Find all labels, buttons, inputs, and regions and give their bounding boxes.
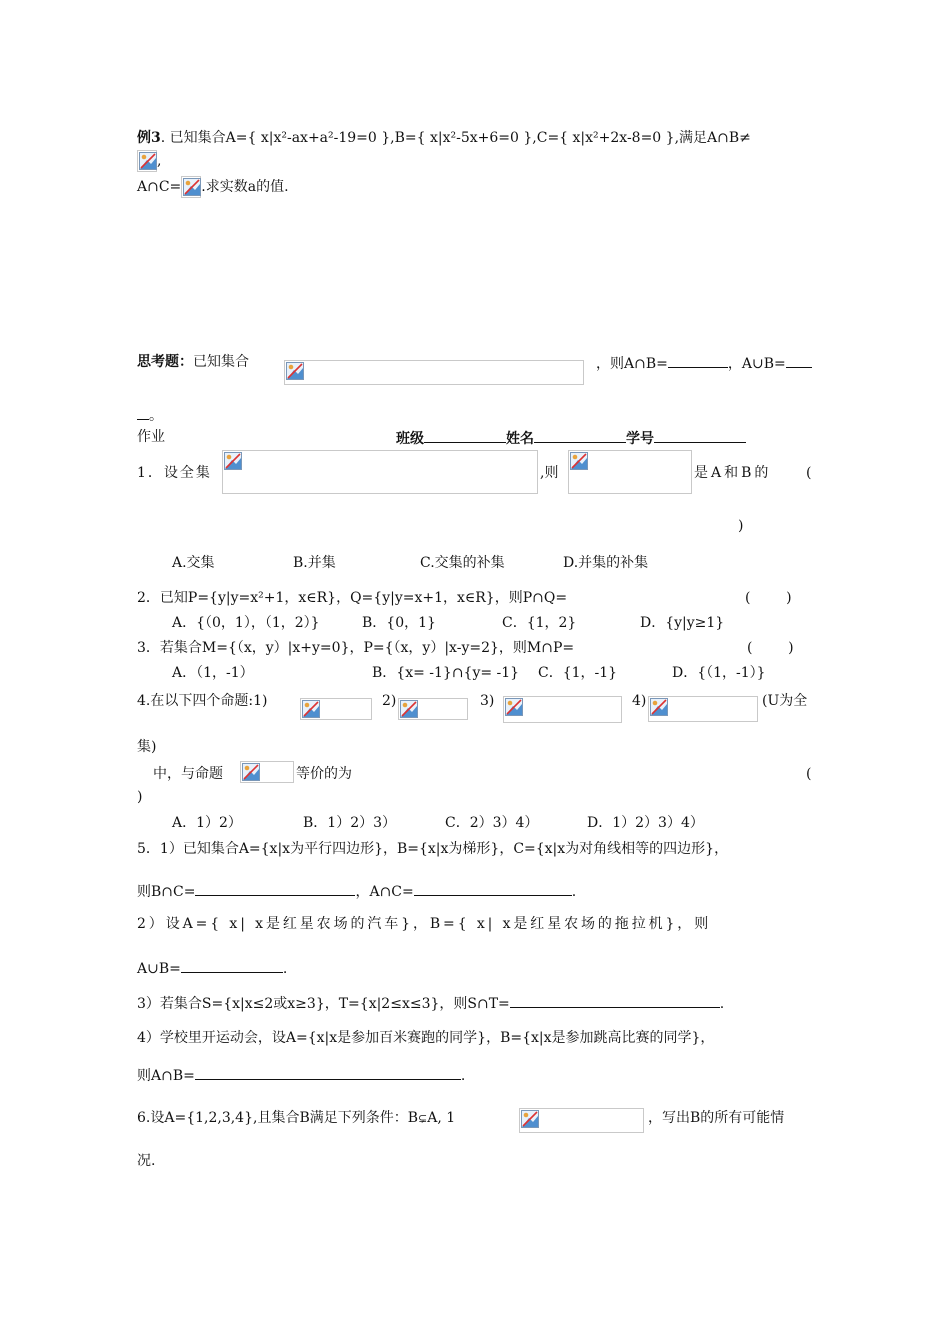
q3-option-a: A．（1，-1） <box>172 665 254 681</box>
image-placeholder-proposition-3 <box>503 696 622 723</box>
q4-text-b: 2) <box>382 693 397 709</box>
homework-label: 作业 <box>137 429 165 445</box>
q4-paren-right: ) <box>137 789 143 805</box>
image-icon <box>302 700 320 718</box>
q4-text-a: 4.在以下四个命题:1) <box>137 693 268 709</box>
q2-paren: ( ) <box>745 590 792 606</box>
q5-part2: 2）设A={ x| x是红星农场的汽车}，B={ x| x是红星农场的拖拉机}，则 <box>137 916 712 932</box>
image-icon <box>242 763 260 781</box>
think-line1: 思考题：已知集合 <box>137 354 249 370</box>
q2-option-b: B．{0，1} <box>362 615 436 631</box>
q4-paren-left: ( <box>806 766 812 782</box>
q4-option-a: A．1）2） <box>172 815 242 831</box>
image-icon <box>570 452 588 470</box>
image-placeholder-empty-set <box>181 176 201 198</box>
q4-text-h: 等价的为 <box>296 766 352 782</box>
q4-option-c: C．2）3）4） <box>445 815 539 831</box>
q4-text-e: (U为全 <box>762 693 808 709</box>
image-icon <box>505 698 523 716</box>
image-placeholder-proposition-2 <box>398 698 468 720</box>
answer-blank[interactable] <box>414 880 572 896</box>
example3-line2: A∩C= .求实数a的值. <box>137 176 289 198</box>
image-placeholder-set-def <box>284 360 584 385</box>
q2-option-d: D．{y|y≥1} <box>640 615 725 631</box>
q4-text-g: 中，与命题 <box>153 766 223 782</box>
homework-info: 班级 姓名 学号 <box>396 427 746 449</box>
q5-part1-blanks: 则B∩C= ，A∩C= . <box>137 880 576 902</box>
example3-line1 <box>137 128 751 148</box>
q4-text-f: 集) <box>137 739 157 755</box>
q1-option-a: A.交集 <box>172 555 215 571</box>
image-placeholder-proposition <box>240 761 294 783</box>
answer-blank[interactable] <box>137 404 149 420</box>
q3-option-b: B．{x= -1}∩{y= -1} <box>372 665 520 681</box>
answer-blank[interactable] <box>786 352 812 368</box>
q1-option-c: C.交集的补集 <box>420 555 505 571</box>
answer-blank[interactable] <box>668 352 728 368</box>
image-icon <box>224 452 242 470</box>
q4-option-b: B．1）2）3） <box>303 815 397 831</box>
q1-text-c: 是A和B的 <box>694 465 772 481</box>
q4-text-c: 3) <box>480 693 495 709</box>
q1-option-d: D.并集的补集 <box>563 555 649 571</box>
q3-option-d: D．{（1，-1）} <box>672 665 766 681</box>
image-placeholder-empty-set <box>137 150 157 172</box>
q3-stem: 3．若集合M={（x，y）|x+y=0}，P={（x，y）|x-y=2}，则M∩P= <box>137 640 575 656</box>
proper-subset-symbol: ⊊ <box>418 1112 428 1125</box>
q5-part1: 5．1）已知集合A={x|x为平行四边形}，B={x|x为梯形}，C={x|x为对角线相等的四边形}， <box>137 841 729 857</box>
class-field[interactable] <box>424 427 506 443</box>
answer-blank[interactable] <box>510 992 720 1008</box>
image-placeholder-proposition-1 <box>300 698 372 720</box>
q1-paren-right: ) <box>738 518 744 534</box>
answer-blank[interactable] <box>195 880 355 896</box>
image-placeholder-set-expr <box>568 450 692 494</box>
example3-line1b: , <box>137 150 161 172</box>
answer-blank[interactable] <box>195 1064 461 1080</box>
q1-text-b: ,则 <box>540 465 559 481</box>
image-icon <box>286 362 304 380</box>
q1-paren-left: ( <box>806 465 812 481</box>
q4-option-d: D．1）2）3）4） <box>587 815 704 831</box>
image-icon <box>183 178 201 196</box>
q3-paren: ( ) <box>747 640 794 656</box>
q5-part3: 3）若集合S={x|x≤2或x≥3}，T={x|2≤x≤3}，则S∩T= . <box>137 992 724 1014</box>
q5-part2-blank: A∪B= . <box>137 957 287 979</box>
answer-blank[interactable] <box>181 957 283 973</box>
image-icon <box>400 700 418 718</box>
example3-label: 例3 <box>137 130 161 146</box>
q6-text-c: ，写出B的所有可能情 <box>648 1110 785 1126</box>
q2-option-a: A．{（0，1），（1，2）} <box>172 615 320 631</box>
q2-stem: 2．已知P={y|y=x²+1，x∈R}，Q={y|y=x+1，x∈R}，则P∩Q= <box>137 590 568 606</box>
q5-part4-blank: 则A∩B= . <box>137 1064 465 1086</box>
q6-text-d: 况. <box>137 1153 156 1169</box>
q5-part4: 4）学校里开运动会，设A={x|x是参加百米赛跑的同学}，B={x|x是参加跳高比赛的同学}， <box>137 1030 715 1046</box>
image-icon <box>521 1110 539 1128</box>
think-line2: 。 <box>137 404 163 426</box>
image-placeholder-condition <box>519 1108 644 1133</box>
name-field[interactable] <box>534 427 626 443</box>
q1-text-a: 1．设全集 <box>137 465 212 481</box>
student-id-field[interactable] <box>654 427 746 443</box>
think-blanks: ，则A∩B= ，A∪B= <box>596 352 812 374</box>
image-placeholder-universal-set <box>222 450 538 494</box>
image-icon <box>139 152 157 170</box>
q3-option-c: C．{1，-1} <box>538 665 618 681</box>
image-icon <box>650 698 668 716</box>
q6-text-a: 6.设A={1,2,3,4},且集合B满足下列条件：B⊊A, 1 <box>137 1110 456 1126</box>
example3-text: . 已知集合A={ x|x²-ax+a²-19=0 },B={ x|x²-5x+6=0 },C={ x|x²+2x-8=0 },满足A∩B≠ <box>160 130 751 146</box>
image-placeholder-proposition-4 <box>648 696 758 722</box>
q4-text-d: 4) <box>632 693 647 709</box>
q1-option-b: B.并集 <box>293 555 336 571</box>
q2-option-c: C．{1，2} <box>502 615 577 631</box>
